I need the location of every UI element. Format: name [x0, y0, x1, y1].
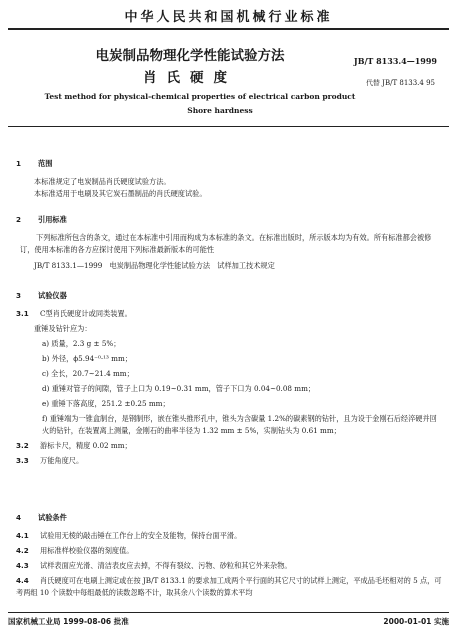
clause-text: 肖氏硬度可在电刷上测定或在按 JB/T 8133.1 的要求加工成两个平行面的其它尺寸的试样上测定，平成品毛坯相对的 5 点，可考两组 10 个读数中每组最低的读数忽略不计，取其余八个读数的算术平均 — [16, 576, 442, 597]
clause-number: 4.2 — [16, 546, 29, 555]
clause-number: 3.2 — [16, 441, 29, 450]
section-2 — [0, 214, 457, 272]
standard-number: JB/T 8133.4—1999 — [353, 56, 437, 66]
clause-number: 3.1 — [16, 309, 29, 318]
section-number: 2 — [16, 215, 22, 224]
clause-number: 3.3 — [16, 456, 29, 465]
section-title: 引用标准 — [38, 215, 67, 224]
title-rule — [8, 126, 449, 127]
section-title: 试验条件 — [38, 513, 67, 522]
replaces-standard: 代替 JB/T 8133.4 95 — [365, 79, 435, 87]
list-item: e) 重锤下落高度，251.2 ±0.25 mm； — [42, 399, 170, 408]
title-en — [0, 90, 400, 118]
paragraph: 本标准规定了电炭制品肖氏硬度试验方法。 — [34, 177, 171, 186]
paragraph: 重锤及钻针应为： — [34, 324, 92, 333]
title-en-line2: Shore hardness — [187, 106, 253, 115]
issuing-org: 中华人民共和国机械行业标准 — [124, 10, 333, 25]
footer-rule — [8, 612, 449, 613]
header-rule — [8, 28, 449, 30]
list-item: f) 重锤端为一锥盒制台，是钢制形，嵌在锥头推形孔中，锥头为含碳量 1.2%的碳素钢的钻针，且为设于金刚石后经淬硬并回火的钻针，在装置离上测量，金刚石的曲率半径为 1.32 mm ± 5%，实制钻头为 0.61 mm； — [42, 414, 437, 435]
clause-number: 4.3 — [16, 561, 29, 570]
section-number: 3 — [16, 291, 22, 300]
section-number: 1 — [16, 159, 22, 168]
list-item: a) 质量，2.3 g ± 5%； — [42, 339, 121, 348]
clause-text: 试验用无棱的敲击锤在工作台上的安全及能物，保持台面平滑。 — [40, 531, 242, 540]
clause-text: 用标准样校验仪器的刻度值。 — [40, 546, 134, 555]
clause-text: C型肖氏硬度计或同类装置。 — [40, 309, 132, 318]
clause-number: 4.4 — [16, 576, 29, 585]
paragraph: 下列标准所包含的条文，通过在本标准中引用而构成为本标准的条文。在标准出版时，所示版本均为有效。所有标准都会被修订，使用本标准的各方应探讨使用下列标准最新版本的可能性 — [20, 233, 432, 254]
approval-date: 国家机械工业局 1999-08-06 批准 — [8, 617, 129, 626]
clause-number: 4.1 — [16, 531, 29, 540]
section-title: 范围 — [38, 159, 53, 168]
list-item: d) 重锤对管子的间隙，管子上口为 0.19~0.31 mm，管子下口为 0.04~0.08 mm； — [42, 384, 316, 393]
paragraph: 本标准适用于电刷及其它炭石墨制品的肖氏硬度试验。 — [34, 189, 207, 198]
clause-text: 游标卡尺，精度 0.02 mm； — [40, 441, 132, 450]
title-cn-main: 电炭制品物理化学性能试验方法 — [95, 48, 285, 64]
section-number: 4 — [16, 513, 22, 522]
title-en-line1: Test method for physical-chemical properties of electrical carbon product — [44, 92, 356, 101]
section-4 — [0, 512, 457, 599]
list-item: b) 外径，ϕ5.94⁻⁰·¹³ mm； — [42, 354, 132, 363]
section-3 — [0, 290, 457, 467]
footer — [8, 616, 449, 627]
effective-date: 2000-01-01 实施 — [383, 617, 449, 626]
section-1 — [0, 158, 457, 200]
title-cn-sub: 肖氏硬度 — [143, 70, 237, 86]
reference-item: JB/T 8133.1—1999 电炭制品物理化学性能试验方法 试样加工技术规定 — [34, 261, 275, 270]
list-item: c) 全长，20.7~21.4 mm； — [42, 369, 134, 378]
clause-text: 万能角度尺。 — [40, 456, 84, 465]
section-title: 试验仪器 — [38, 291, 67, 300]
clause-text: 试样表面应光滑、清洁表皮应去掉，不得有裂纹、污物、砂粒和其它外来杂物。 — [40, 561, 292, 570]
